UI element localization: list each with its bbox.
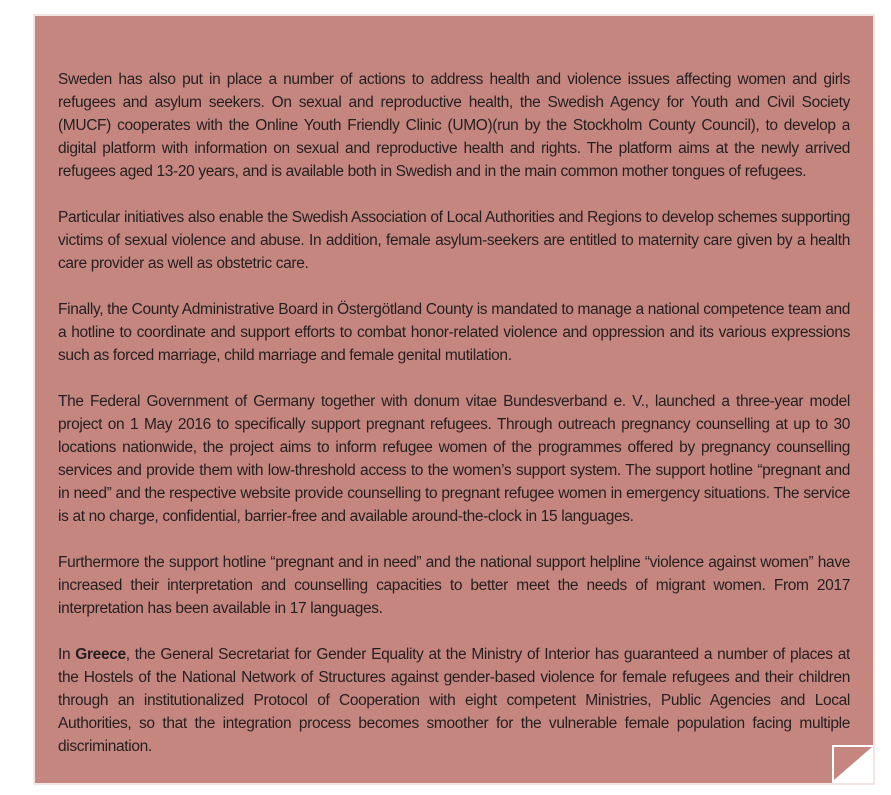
text-run: Finally, the County Administrative Board in Östergötland County is mandated to manage a national competence team and a hotline to coordinate and support efforts to combat honor-related violence and oppression and its various expressions such as forced marriage, child marriage and female genital mutilation.	[58, 301, 850, 364]
bold-text: Greece	[75, 646, 126, 663]
text-run: Furthermore the support hotline “pregnant and in need” and the national support helpline “violence against women” have increased their interpretation and counselling capacities to better meet the needs of migrant women. From 2017 interpretation has been available in 17 languages.	[58, 554, 850, 617]
paragraph	[58, 390, 850, 528]
text-run: Particular initiatives also enable the Swedish Association of Local Authorities and Regions to develop schemes supporting victims of sexual violence and abuse. In addition, female asylum-seekers are entitled to maternity care given by a health care provider as well as obstetric care.	[58, 209, 850, 272]
paragraph	[58, 643, 850, 758]
text-run: , the General Secretariat for Gender Equality at the Ministry of Interior has guaranteed a number of places at the Hostels of the National Network of Structures against gender-based violence for female refugees and their children through an institutionalized Protocol of Cooperation with eight competent Ministries, Public Agencies and Local Authorities, so that the integration process becomes smoother for the vulnerable female population facing multiple discrimination.	[58, 646, 850, 755]
paragraph	[58, 298, 850, 367]
highlight-text-panel	[35, 16, 873, 783]
body-text	[58, 68, 850, 763]
text-run: Sweden has also put in place a number of actions to address health and violence issues affecting women and girls refugees and asylum seekers. On sexual and reproductive health, the Swedish Agency for Youth and Civil Society (MUCF) cooperates with the Online Youth Friendly Clinic (UMO)(run by the Stockholm County Council), to develop a digital platform with information on sexual and reproductive health and rights. The platform aims at the newly arrived refugees aged 13-20 years, and is available both in Swedish and in the main common mother tongues of refugees.	[58, 71, 850, 180]
text-run: The Federal Government of Germany together with donum vitae Bundesverband e. V., launched a three-year model project on 1 May 2016 to specifically support pregnant refugees. Through outreach pregnancy counselling at up to 30 locations nationwide, the project aims to inform refugee women of the programmes offered by pregnancy counselling services and provide them with low-threshold access to the women’s support system. The support hotline “pregnant and in need” and the respective website provide counselling to pregnant refugee women in emergency situations. The service is at no charge, confidential, barrier-free and available around-the-clock in 15 languages.	[58, 393, 850, 525]
paragraph	[58, 551, 850, 620]
paragraph	[58, 206, 850, 275]
text-run: In	[58, 646, 76, 663]
paragraph	[58, 68, 850, 183]
